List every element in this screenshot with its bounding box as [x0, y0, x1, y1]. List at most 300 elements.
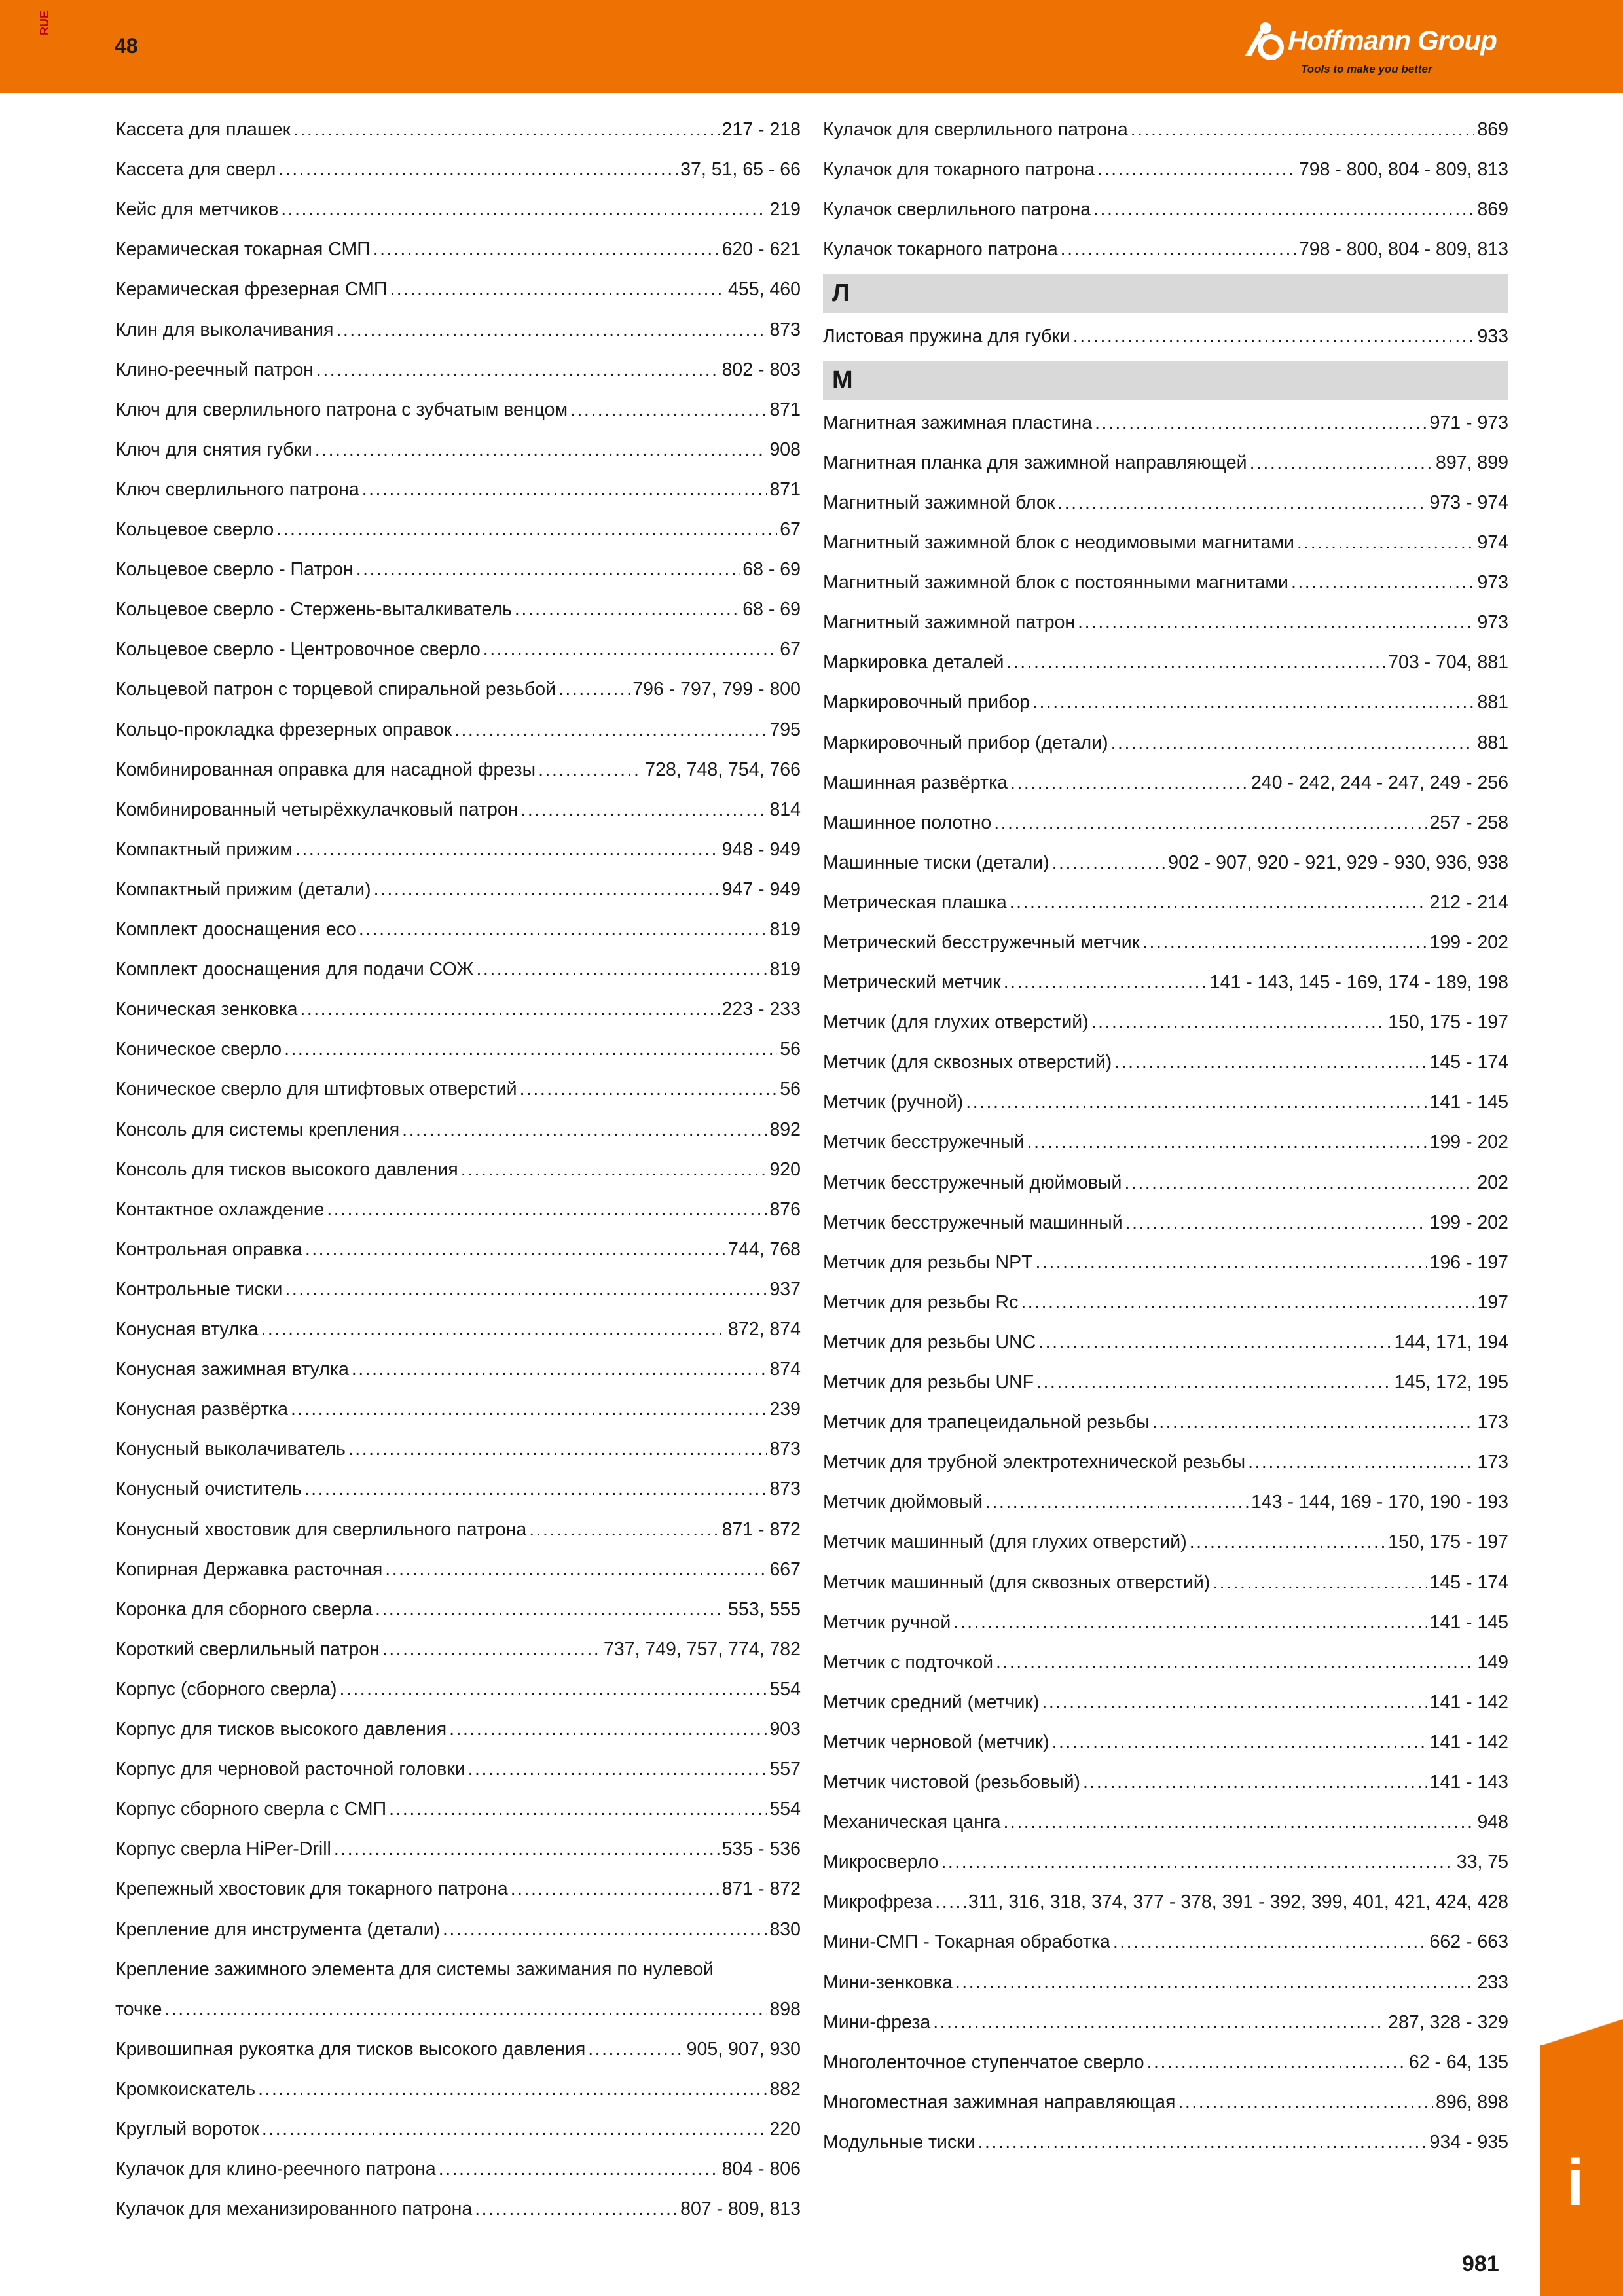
- index-term: Коническое сверло для штифтовых отверстий: [115, 1079, 517, 1100]
- index-page-ref: 141 - 143: [1429, 1772, 1508, 1793]
- index-entry: [823, 883, 1508, 922]
- hoffmann-group-logo: [1247, 20, 1509, 79]
- index-page-ref: 873: [769, 1439, 801, 1460]
- index-entry: [823, 1563, 1508, 1602]
- index-entry: [823, 523, 1508, 562]
- index-page-ref: 145 - 174: [1429, 1052, 1508, 1073]
- index-entry: [115, 1510, 801, 1549]
- info-icon: i: [1566, 2146, 1584, 2219]
- index-term: Многоленточное ступенчатое сверло: [823, 2052, 1144, 2073]
- index-term: Кулачок для сверлильного патрона: [823, 119, 1128, 140]
- index-entry: [823, 230, 1508, 269]
- index-term: Кольцевой патрон с торцевой спиральной резьбой: [115, 679, 556, 700]
- dot-leader: [362, 470, 767, 509]
- index-term: Маркировка деталей: [823, 652, 1004, 673]
- index-entry: [823, 1803, 1508, 1842]
- dot-leader: [1250, 443, 1433, 482]
- index-term: Метчик дюймовый: [823, 1492, 983, 1513]
- dot-leader: [382, 1630, 601, 1669]
- dot-leader: [511, 1869, 720, 1909]
- index-page-ref: 807 - 809, 813: [680, 2198, 801, 2219]
- index-entry: [115, 1429, 801, 1469]
- dot-leader: [1083, 1763, 1427, 1802]
- dot-leader: [468, 1749, 767, 1789]
- dot-leader: [1190, 1522, 1385, 1562]
- footer-page-number: 981: [1462, 2251, 1499, 2276]
- index-entry: [115, 1469, 801, 1509]
- index-page-ref: 798 - 800, 804 - 809, 813: [1298, 159, 1508, 180]
- index-page-ref: 869: [1477, 119, 1508, 140]
- index-entry: [115, 1789, 801, 1829]
- index-entry: [115, 1590, 801, 1629]
- index-term: Метчик средний (метчик): [823, 1692, 1040, 1713]
- index-entry: [823, 763, 1508, 802]
- index-entry: [823, 923, 1508, 962]
- index-page-ref: 947 - 949: [721, 879, 801, 900]
- index-entry: [115, 1030, 801, 1069]
- index-entry: [823, 2003, 1508, 2042]
- index-entry: [823, 1882, 1508, 1922]
- index-term: Контрольные тиски: [115, 1279, 283, 1300]
- index-term: Метчик черновой (метчик): [823, 1732, 1049, 1753]
- dot-leader: [359, 910, 767, 949]
- index-term: Метрический метчик: [823, 972, 1001, 993]
- index-term: Многоместная зажимная направляющая: [823, 2092, 1176, 2113]
- index-entry: [823, 1522, 1508, 1562]
- dot-leader: [454, 710, 767, 749]
- dot-leader: [475, 2189, 678, 2229]
- dot-leader: [1125, 1203, 1427, 1242]
- index-entry: [823, 1122, 1508, 1162]
- info-tab: [1540, 2045, 1623, 2296]
- index-page-ref: 220: [769, 2119, 801, 2140]
- dot-leader: [1010, 883, 1427, 922]
- index-entry: [823, 1683, 1508, 1722]
- index-page-ref: 240 - 242, 244 - 247, 249 - 256: [1251, 772, 1508, 793]
- index-entry: [823, 1763, 1508, 1802]
- index-page-ref: 920: [769, 1159, 801, 1180]
- dot-leader: [295, 830, 720, 869]
- index-term: Короткий сверлильный патрон: [115, 1639, 380, 1660]
- index-term: Кулачок сверлильного патрона: [823, 199, 1091, 220]
- index-page-ref: 199 - 202: [1429, 932, 1508, 953]
- dot-leader: [529, 1510, 719, 1549]
- index-entry: [823, 1723, 1508, 1762]
- index-term: Метчик для резьбы Rc: [823, 1292, 1019, 1313]
- index-entry: [823, 1003, 1508, 1042]
- index-term: Контрольная оправка: [115, 1239, 302, 1260]
- index-term: Мини-зенковка: [823, 1972, 953, 1993]
- dot-leader: [1027, 1122, 1427, 1162]
- index-page-ref: 737, 749, 757, 774, 782: [603, 1639, 801, 1660]
- index-entry: [823, 683, 1508, 722]
- index-term: Корпус (сборного сверла): [115, 1679, 337, 1700]
- index-entry: [823, 803, 1508, 842]
- index-entry: [115, 910, 801, 949]
- dot-leader: [1291, 563, 1474, 602]
- index-term: Консоль для системы крепления: [115, 1119, 400, 1140]
- dot-leader: [1038, 1323, 1391, 1362]
- index-page-ref: 973: [1477, 612, 1508, 633]
- index-term: Комбинированный четырёхкулачковый патрон: [115, 799, 519, 820]
- index-term: Комбинированная оправка для насадной фрезы: [115, 759, 536, 780]
- index-term: Кольцевое сверло: [115, 519, 274, 540]
- index-entry: [823, 1043, 1508, 1082]
- index-term: Метчик машинный (для сквозных отверстий): [823, 1572, 1211, 1593]
- index-entry: [115, 2070, 801, 2109]
- index-term: Магнитный зажимной блок с постоянными магнитами: [823, 572, 1288, 593]
- index-page-ref: 897, 899: [1436, 452, 1508, 473]
- index-page-ref: 973 - 974: [1429, 492, 1508, 513]
- index-entry: [115, 230, 801, 269]
- index-term: Машинное полотно: [823, 812, 992, 833]
- index-page-ref: 798 - 800, 804 - 809, 813: [1298, 239, 1508, 260]
- index-term: Магнитная планка для зажимной направляющей: [823, 452, 1247, 473]
- index-term: Метчик (для сквозных отверстий): [823, 1052, 1112, 1073]
- index-page-ref: 141 - 142: [1429, 1692, 1508, 1713]
- dot-leader: [1036, 1363, 1392, 1402]
- index-page-ref: 141 - 145: [1429, 1612, 1508, 1633]
- index-page-ref: 874: [769, 1359, 801, 1380]
- index-page-ref: 33, 75: [1456, 1852, 1508, 1873]
- index-term: Магнитный зажимной патрон: [823, 612, 1076, 633]
- dot-leader: [933, 2003, 1385, 2042]
- index-term: Метчик бесстружечный машинный: [823, 1212, 1123, 1233]
- index-page-ref: 68 - 69: [742, 559, 801, 580]
- index-entry: [115, 1829, 801, 1869]
- index-entry: [823, 563, 1508, 602]
- dot-leader: [1078, 603, 1474, 642]
- dot-leader: [374, 870, 720, 909]
- index-page-ref: 896, 898: [1436, 2092, 1508, 2113]
- dot-leader: [1114, 1043, 1427, 1082]
- dot-leader: [261, 1310, 725, 1349]
- index-entry: [115, 710, 801, 749]
- index-term: Корпус сверла HiPer-Drill: [115, 1839, 331, 1859]
- index-entry: [115, 1190, 801, 1229]
- index-entry: [115, 2030, 801, 2069]
- index-entry: [115, 470, 801, 509]
- dot-leader: [1052, 1723, 1427, 1762]
- dot-leader: [352, 1350, 767, 1389]
- index-page-ref: 871: [769, 399, 801, 420]
- index-entry: [115, 1230, 801, 1269]
- index-page-ref: 141 - 143, 145 - 169, 174 - 189, 198: [1209, 972, 1508, 993]
- dot-leader: [1042, 1683, 1427, 1722]
- index-term: Круглый вороток: [115, 2119, 259, 2140]
- dot-leader: [285, 1270, 767, 1309]
- index-entry: [115, 2189, 801, 2229]
- index-page-ref: 933: [1477, 326, 1508, 347]
- index-term: Коронка для сборного сверла: [115, 1599, 373, 1620]
- language-code: RUE: [38, 10, 51, 35]
- index-page-ref: 744, 768: [728, 1239, 801, 1260]
- dot-leader: [461, 1150, 767, 1189]
- index-entry: [823, 317, 1508, 356]
- index-page-ref: 871: [769, 479, 801, 500]
- index-page-ref: 219: [769, 199, 801, 220]
- dot-leader: [1097, 150, 1296, 189]
- dot-leader: [291, 1390, 767, 1429]
- index-entry: [823, 2043, 1508, 2082]
- index-page-ref: 871 - 872: [721, 1878, 801, 1899]
- hoffmann-logo-icon: [1242, 20, 1288, 65]
- index-term: Кулачок токарного патрона: [823, 239, 1058, 260]
- index-entry: [115, 350, 801, 389]
- index-term: Метрическая плашка: [823, 892, 1007, 913]
- dot-leader: [588, 2030, 684, 2069]
- index-entry: [115, 1869, 801, 1909]
- index-entry: [115, 1110, 801, 1149]
- index-page-ref: 149: [1477, 1652, 1508, 1673]
- index-term: Ключ сверлильного патрона: [115, 479, 359, 500]
- index-term: Листовая пружина для губки: [823, 326, 1070, 347]
- index-page-ref: 150, 175 - 197: [1388, 1532, 1508, 1552]
- dot-leader: [443, 1910, 767, 1949]
- index-term: Керамическая фрезерная СМП: [115, 279, 388, 300]
- dot-leader: [955, 1963, 1475, 2002]
- index-entry: [115, 2149, 801, 2189]
- index-page-ref: 819: [769, 959, 801, 980]
- index-term: Механическая цанга: [823, 1812, 1001, 1833]
- index-entry: [823, 1163, 1508, 1202]
- index-term: Кольцевое сверло - Стержень-выталкиватель: [115, 599, 512, 620]
- index-entry: [823, 2083, 1508, 2122]
- dot-leader: [1093, 190, 1474, 229]
- index-term: Метчик ручной: [823, 1612, 951, 1633]
- index-entry: [823, 1643, 1508, 1682]
- index-term: Модульные тиски: [823, 2132, 976, 2153]
- index-page-ref: 934 - 935: [1429, 2132, 1508, 2153]
- index-term: Метчик (ручной): [823, 1092, 964, 1113]
- index-term: Машинные тиски (детали): [823, 852, 1049, 873]
- index-entry: [115, 510, 801, 549]
- index-page-ref: 905, 907, 930: [686, 2039, 801, 2060]
- index-term: Мини-фреза: [823, 2012, 931, 2033]
- dot-leader: [558, 670, 630, 709]
- index-term: Компактный прижим (детали): [115, 879, 371, 900]
- index-entry: [823, 1243, 1508, 1282]
- index-term: Корпус для черновой расточной головки: [115, 1759, 465, 1780]
- dot-leader: [340, 1670, 767, 1709]
- index-entry: [823, 1083, 1508, 1122]
- dot-leader: [389, 1789, 767, 1829]
- dot-leader: [449, 1710, 767, 1749]
- index-entry: [115, 1150, 801, 1189]
- index-page-ref: 311, 316, 318, 374, 377 - 378, 391 - 392, 399, 401, 421, 424, 428: [968, 1892, 1508, 1912]
- index-entry: [823, 2123, 1508, 2162]
- index-term: Машинная развёртка: [823, 772, 1008, 793]
- index-term: Конусный хвостовик для сверлильного патрона: [115, 1519, 527, 1540]
- index-term: Конусная втулка: [115, 1319, 259, 1340]
- index-page-ref: 257 - 258: [1429, 812, 1508, 833]
- dot-leader: [281, 190, 767, 229]
- dot-leader: [276, 510, 777, 549]
- index-page-ref: 553, 555: [728, 1599, 801, 1620]
- index-entry: [823, 150, 1508, 189]
- index-page-ref: 67: [780, 519, 801, 540]
- index-entry: [115, 630, 801, 669]
- dot-leader: [439, 2149, 720, 2189]
- index-term: Клин для выколачивания: [115, 319, 334, 340]
- index-term: Крепежный хвостовик для токарного патрона: [115, 1878, 508, 1899]
- index-entry: [823, 723, 1508, 762]
- index-page-ref: 455, 460: [728, 279, 801, 300]
- dot-leader: [305, 1230, 725, 1269]
- index-page-ref: 892: [769, 1119, 801, 1140]
- index-entry: [115, 270, 801, 309]
- index-entry: [115, 590, 801, 629]
- index-page-ref: 948 - 949: [721, 839, 801, 860]
- index-term: Кулачок для токарного патрона: [823, 159, 1095, 180]
- index-term: Кольцевое сверло - Центровочное сверло: [115, 639, 481, 660]
- index-term: Кассета для сверл: [115, 159, 276, 180]
- index-page-ref: 871 - 872: [721, 1519, 801, 1540]
- index-term: Консоль для тисков высокого давления: [115, 1159, 458, 1180]
- index-term: Кулачок для механизированного патрона: [115, 2198, 473, 2219]
- index-entry: [115, 1910, 801, 1949]
- index-page-ref: 974: [1477, 532, 1508, 553]
- index-term: Компактный прижим: [115, 839, 293, 860]
- index-page-ref: 898: [769, 1999, 801, 2020]
- index-page-ref: 141 - 145: [1429, 1092, 1508, 1113]
- index-entry: [823, 1443, 1508, 1482]
- dot-leader: [1131, 110, 1475, 149]
- dot-leader: [1213, 1563, 1427, 1602]
- index-term: Кривошипная рукоятка для тисков высокого давления: [115, 2039, 586, 2060]
- dot-leader: [985, 1482, 1249, 1522]
- index-page-ref: 728, 748, 754, 766: [645, 759, 801, 780]
- index-page-ref: 202: [1477, 1172, 1508, 1193]
- dot-leader: [304, 1469, 767, 1509]
- index-entry: [115, 150, 801, 189]
- index-term: Коническая зенковка: [115, 999, 298, 1020]
- dot-leader: [293, 110, 719, 149]
- index-term: Метрический бесстружечный метчик: [823, 932, 1140, 953]
- dot-leader: [1057, 483, 1427, 522]
- dot-leader: [1032, 683, 1474, 722]
- index-term: Ключ для снятия губки: [115, 439, 312, 460]
- index-entry: [823, 603, 1508, 642]
- header-page-number: 48: [115, 34, 138, 58]
- section-header: М: [823, 361, 1508, 400]
- index-entry: [115, 2109, 801, 2149]
- dot-leader: [515, 590, 740, 629]
- index-page-ref: 197: [1477, 1292, 1508, 1313]
- index-page-ref: 173: [1477, 1452, 1508, 1473]
- index-term: Корпус для тисков высокого давления: [115, 1719, 447, 1740]
- index-term: Мини-СМП - Токарная обработка: [823, 1931, 1110, 1952]
- index-entry: [823, 1842, 1508, 1882]
- index-page-ref: 217 - 218: [721, 119, 801, 140]
- index-term: Конусный очиститель: [115, 1479, 302, 1499]
- dot-leader: [941, 1842, 1453, 1882]
- dot-leader: [570, 390, 767, 429]
- index-page-ref: 145, 172, 195: [1394, 1372, 1508, 1393]
- index-page-ref: 212 - 214: [1429, 892, 1508, 913]
- dot-leader: [315, 430, 767, 469]
- index-term: точке: [115, 1999, 162, 2020]
- index-term: Метчик с подточкой: [823, 1652, 993, 1673]
- index-entry: [823, 1203, 1508, 1242]
- index-term: Копирная Державка расточная: [115, 1559, 383, 1580]
- index-entry: [115, 1710, 801, 1749]
- index-entry: [823, 1323, 1508, 1362]
- index-page-ref: 908: [769, 439, 801, 460]
- index-page-ref: 802 - 803: [721, 359, 801, 380]
- dot-leader: [1147, 2043, 1406, 2082]
- index-page-ref: 881: [1477, 732, 1508, 753]
- index-entry: [115, 1670, 801, 1709]
- index-page-ref: 37, 51, 65 - 66: [680, 159, 801, 180]
- index-page-ref: 795: [769, 719, 801, 740]
- dot-leader: [1006, 643, 1385, 682]
- index-page-ref: 239: [769, 1399, 801, 1420]
- index-entry: [115, 550, 801, 589]
- index-page-ref: 554: [769, 1799, 801, 1820]
- index-term: Магнитная зажимная пластина: [823, 412, 1093, 433]
- index-entry: [115, 1749, 801, 1789]
- index-page-ref: 971 - 973: [1429, 412, 1508, 433]
- index-term: Керамическая токарная СМП: [115, 239, 371, 260]
- dot-leader: [385, 1550, 767, 1589]
- dot-leader: [402, 1110, 767, 1149]
- dot-leader: [284, 1030, 777, 1069]
- index-page-ref: 141 - 142: [1429, 1732, 1508, 1753]
- dot-leader: [373, 230, 720, 269]
- index-entry: [115, 190, 801, 229]
- index-page-ref: 145 - 174: [1429, 1572, 1508, 1593]
- index-page-ref: 68 - 69: [742, 599, 801, 620]
- index-entry: [115, 310, 801, 350]
- brand-tagline: Tools to make you better: [1301, 63, 1432, 75]
- dot-leader: [996, 1643, 1474, 1682]
- index-term: Кольцевое сверло - Патрон: [115, 559, 354, 580]
- index-page-ref: 56: [780, 1079, 801, 1100]
- index-page-ref: 620 - 621: [721, 239, 801, 260]
- index-page-ref: 199 - 202: [1429, 1132, 1508, 1153]
- index-term: Конусный выколачиватель: [115, 1439, 346, 1460]
- index-entry: [115, 430, 801, 469]
- index-page-ref: 199 - 202: [1429, 1212, 1508, 1233]
- index-term: Кромкоискатель: [115, 2079, 256, 2100]
- index-entry: [115, 1069, 801, 1109]
- index-term: Крепление для инструмента (детали): [115, 1919, 441, 1940]
- index-term: Микросверло: [823, 1852, 939, 1873]
- index-page-ref: 903: [769, 1719, 801, 1740]
- index-entry: [115, 390, 801, 429]
- index-page-ref: 667: [769, 1559, 801, 1580]
- dot-leader: [538, 750, 642, 789]
- index-entry: [115, 950, 801, 989]
- index-entry: [823, 483, 1508, 522]
- index-term: Ключ для сверлильного патрона с зубчатым венцом: [115, 399, 568, 420]
- index-term: Конусная развёртка: [115, 1399, 288, 1420]
- index-page-ref: 814: [769, 799, 801, 820]
- dot-leader: [1113, 1922, 1427, 1962]
- index-entry: [115, 1350, 801, 1389]
- index-entry: [115, 1630, 801, 1669]
- index-entry: [823, 1603, 1508, 1642]
- index-page-ref: 819: [769, 919, 801, 940]
- dot-leader: [953, 1603, 1427, 1642]
- index-page-ref: 881: [1477, 692, 1508, 713]
- index-term: Кейс для метчиков: [115, 199, 279, 220]
- index-page-ref: 973: [1477, 572, 1508, 593]
- dot-leader: [1010, 763, 1249, 802]
- index-entry: Крепление зажимного элемента для системы зажимания по нулевой: [115, 1959, 714, 1980]
- index-page-ref: 62 - 64, 135: [1408, 2052, 1508, 2073]
